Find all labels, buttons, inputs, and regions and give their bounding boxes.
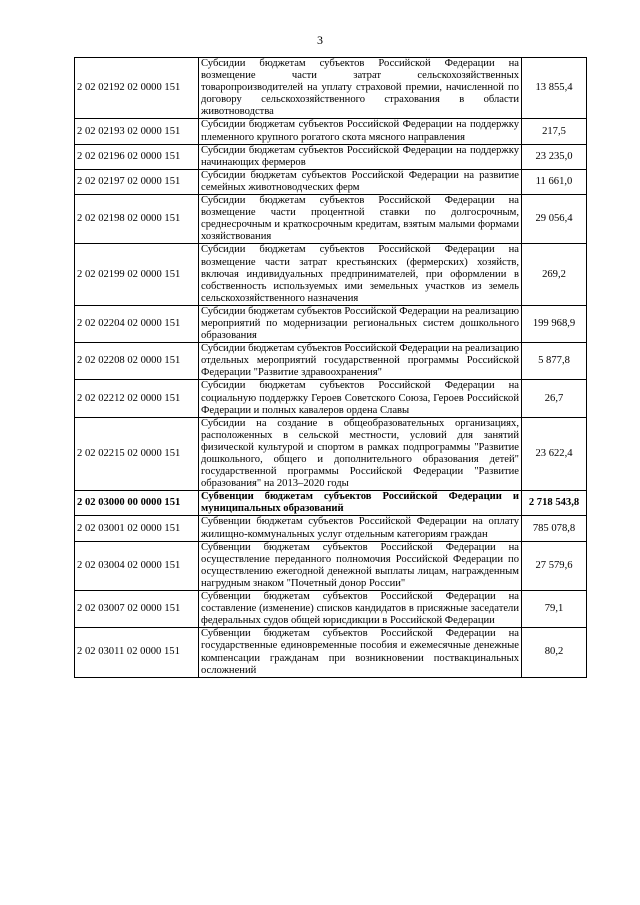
budget-amount: 13 855,4 <box>522 58 587 119</box>
table-row <box>75 541 587 590</box>
budget-amount: 23 235,0 <box>522 144 587 169</box>
budget-code: 2 02 03001 02 0000 151 <box>75 516 199 541</box>
budget-table <box>74 57 587 678</box>
budget-amount: 23 622,4 <box>522 417 587 491</box>
table-row <box>75 119 587 144</box>
table-row-section-total <box>75 491 587 516</box>
budget-description: Субсидии бюджетам субъектов Российской Федерации на возмещение части процентной ставки по долгосрочным, среднесрочным и краткосрочным кредитам, взятым малыми формами хозяйствования <box>199 195 522 244</box>
budget-code: 2 02 02212 02 0000 151 <box>75 380 199 417</box>
budget-description: Субвенции бюджетам субъектов Российской Федерации на осуществление переданного полномочия Российской Федерации по осуществлению ежегодной денежной выплаты лицам, награжденным нагрудным знаком "Почетный донор России" <box>199 541 522 590</box>
budget-amount: 2 718 543,8 <box>522 491 587 516</box>
budget-amount: 5 877,8 <box>522 343 587 380</box>
table-row <box>75 516 587 541</box>
budget-description: Субсидии бюджетам субъектов Российской Федерации на поддержку начинающих фермеров <box>199 144 522 169</box>
budget-description: Субсидии бюджетам субъектов Российской Федерации на реализацию мероприятий по модернизации региональных систем дошкольного образования <box>199 305 522 342</box>
budget-description: Субвенции бюджетам субъектов Российской Федерации на государственные единовременные пособия и ежемесячные денежные компенсации гражданам при возникновении поствакцинальных осложнений <box>199 628 522 677</box>
table-row <box>75 380 587 417</box>
budget-code: 2 02 03007 02 0000 151 <box>75 591 199 628</box>
table-row <box>75 169 587 194</box>
budget-code: 2 02 02199 02 0000 151 <box>75 244 199 305</box>
budget-description: Субсидии бюджетам субъектов Российской Федерации на поддержку племенного крупного рогатого скота мясного направления <box>199 119 522 144</box>
table-row <box>75 343 587 380</box>
budget-description: Субвенции бюджетам субъектов Российской Федерации и муниципальных образований <box>199 491 522 516</box>
table-row <box>75 195 587 244</box>
table-row <box>75 58 587 119</box>
table-row <box>75 305 587 342</box>
budget-code: 2 02 02208 02 0000 151 <box>75 343 199 380</box>
budget-amount: 26,7 <box>522 380 587 417</box>
budget-code: 2 02 02198 02 0000 151 <box>75 195 199 244</box>
budget-description: Субвенции бюджетам субъектов Российской Федерации на составление (изменение) списков кандидатов в присяжные заседатели федеральных судов общей юрисдикции в Российской Федерации <box>199 591 522 628</box>
budget-description: Субсидии бюджетам субъектов Российской Федерации на возмещение части затрат крестьянских (фермерских) хозяйств, включая индивидуальных предпринимателей, при оформлении в собственность используемых ими земельных участков из земель сельскохозяйственного назначения <box>199 244 522 305</box>
table-row <box>75 628 587 677</box>
budget-amount: 785 078,8 <box>522 516 587 541</box>
budget-code: 2 02 02196 02 0000 151 <box>75 144 199 169</box>
table-row <box>75 417 587 491</box>
page-number: 3 <box>317 33 323 47</box>
budget-amount: 79,1 <box>522 591 587 628</box>
budget-code: 2 02 02215 02 0000 151 <box>75 417 199 491</box>
budget-amount: 80,2 <box>522 628 587 677</box>
budget-code: 2 02 03011 02 0000 151 <box>75 628 199 677</box>
budget-description: Субсидии бюджетам субъектов Российской Федерации на возмещение части затрат сельскохозяйственных товаропроизводителей на уплату страховой премии, начисленной по договору сельскохозяйственного страхования в области животноводства <box>199 58 522 119</box>
budget-code: 2 02 02204 02 0000 151 <box>75 305 199 342</box>
table-row <box>75 244 587 305</box>
budget-amount: 27 579,6 <box>522 541 587 590</box>
budget-amount: 269,2 <box>522 244 587 305</box>
budget-table-body <box>75 58 587 678</box>
budget-description: Субсидии бюджетам субъектов Российской Федерации на реализацию отдельных мероприятий государственной программы Российской Федерации "Развитие здравоохранения" <box>199 343 522 380</box>
budget-code: 2 02 02192 02 0000 151 <box>75 58 199 119</box>
budget-amount: 217,5 <box>522 119 587 144</box>
budget-amount: 11 661,0 <box>522 169 587 194</box>
budget-amount: 199 968,9 <box>522 305 587 342</box>
table-row <box>75 591 587 628</box>
budget-description: Субсидии на создание в общеобразовательных организациях, расположенных в сельской местности, условий для занятий физической культурой и спортом в рамках подпрограммы "Развитие дошкольного, общего и дополнительного образования детей" государственной программы Российской Федерации "Развитие образования" на 2013–2020 годы <box>199 417 522 491</box>
budget-description: Субсидии бюджетам субъектов Российской Федерации на социальную поддержку Героев Советского Союза, Героев Российской Федерации и полных кавалеров ордена Славы <box>199 380 522 417</box>
budget-code: 2 02 03004 02 0000 151 <box>75 541 199 590</box>
budget-code: 2 02 02193 02 0000 151 <box>75 119 199 144</box>
table-row <box>75 144 587 169</box>
budget-code: 2 02 02197 02 0000 151 <box>75 169 199 194</box>
budget-description: Субсидии бюджетам субъектов Российской Федерации на развитие семейных животноводческих ферм <box>199 169 522 194</box>
budget-amount: 29 056,4 <box>522 195 587 244</box>
budget-description: Субвенции бюджетам субъектов Российской Федерации на оплату жилищно-коммунальных услуг отдельным категориям граждан <box>199 516 522 541</box>
budget-code: 2 02 03000 00 0000 151 <box>75 491 199 516</box>
